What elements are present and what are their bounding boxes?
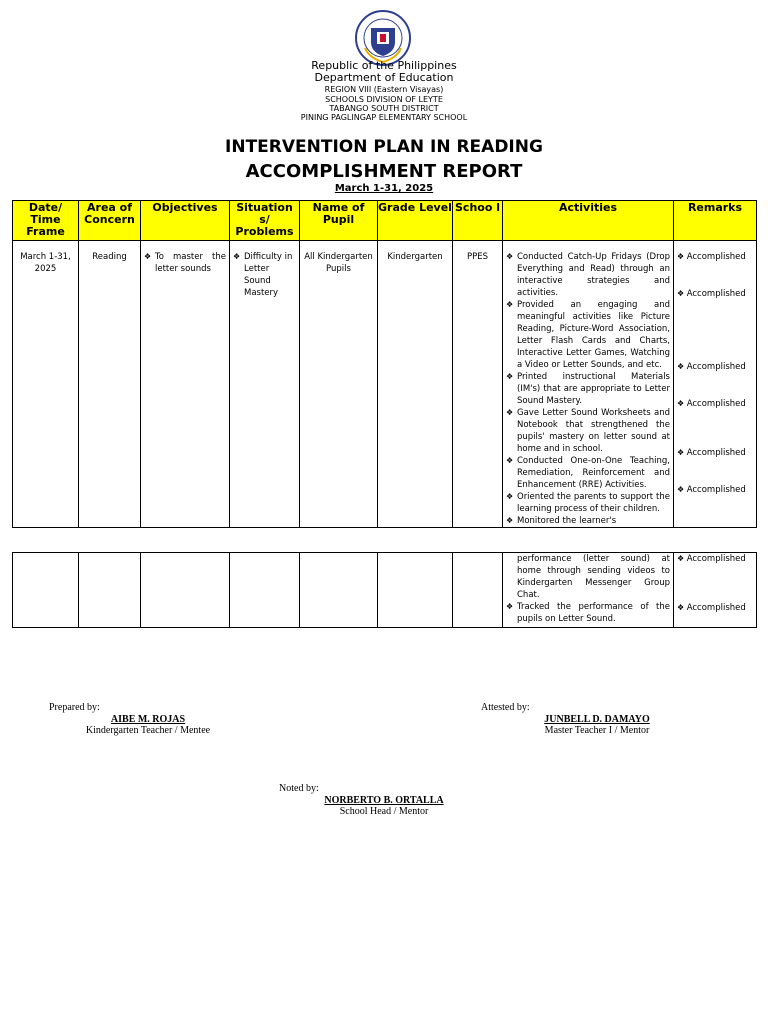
cell-empty bbox=[79, 553, 141, 628]
noted-by-title: School Head / Mentor bbox=[339, 806, 429, 817]
cell-pupil: All Kindergarten Pupils bbox=[300, 241, 378, 528]
remark-item: ❖ Accomplished bbox=[677, 553, 746, 565]
school-name-text: PINING PAGLINGAP ELEMENTARY SCHOOL bbox=[300, 113, 468, 122]
district-text: TABANGO SOUTH DISTRICT bbox=[329, 104, 439, 113]
remark-item: ❖ Accomplished bbox=[677, 602, 746, 614]
activity-item: ❖ Printed instructional Materials (IM's) that are appropriate to Letter Sound Mastery. bbox=[506, 371, 670, 407]
remark-item: ❖ Accomplished bbox=[677, 398, 746, 410]
remark-item: ❖ Accomplished bbox=[677, 484, 746, 496]
header-remarks: Remarks bbox=[674, 201, 757, 241]
header-situations: Situation s/ Problems bbox=[230, 201, 300, 241]
intervention-table bbox=[12, 200, 757, 528]
remark-item: ❖ Accomplished bbox=[677, 251, 746, 263]
cell-date: March 1-31, 2025 bbox=[13, 241, 79, 528]
table-row bbox=[13, 553, 757, 628]
activity-item: ❖ Conducted Catch-Up Fridays (Drop Everything and Read) through an interactive strategies and activities. bbox=[506, 251, 670, 299]
cell-empty bbox=[13, 553, 79, 628]
remark-item: ❖ Accomplished bbox=[677, 447, 746, 459]
remarks-column bbox=[674, 251, 756, 527]
republic-text: Republic of the Philippines bbox=[311, 59, 457, 72]
noted-by-label: Noted by: bbox=[279, 783, 319, 794]
cell-objectives bbox=[141, 241, 230, 528]
cell-grade: Kindergarten bbox=[378, 241, 453, 528]
cell-school: PPES bbox=[453, 241, 503, 528]
noted-by-block bbox=[284, 795, 484, 817]
department-text: Department of Education bbox=[314, 71, 454, 84]
document-subtitle: ACCOMPLISHMENT REPORT bbox=[245, 161, 523, 182]
activity-item: ❖ Monitored the learner's bbox=[506, 515, 670, 527]
document-title: INTERVENTION PLAN IN READING bbox=[225, 137, 543, 157]
prepared-by-block bbox=[12, 714, 284, 736]
cell-empty bbox=[378, 553, 453, 628]
header-area: Area of Concern bbox=[79, 201, 141, 241]
attested-by-name: JUNBELL D. DAMAYO bbox=[544, 714, 650, 725]
remark-item: ❖ Accomplished bbox=[677, 361, 746, 373]
cell-activities-continued bbox=[503, 553, 674, 628]
table-row bbox=[13, 241, 757, 528]
activity-item: ❖ Tracked the performance of the pupils on Letter Sound. bbox=[506, 601, 670, 625]
prepared-by-label: Prepared by: bbox=[49, 702, 100, 713]
activity-item: ❖ Gave Letter Sound Worksheets and Notebook that strengthened the pupils' mastery on letter sound at home and in school. bbox=[506, 407, 670, 455]
cell-empty bbox=[453, 553, 503, 628]
date-range: March 1-31, 2025 bbox=[334, 183, 434, 194]
activity-item: ❖ Provided an engaging and meaningful activities like Picture Reading, Picture-Word Association, Letter Flash Cards and Charts, Interactive Letter Games, Watching a Video or Letter Sounds, and etc. bbox=[506, 299, 670, 371]
cell-remarks bbox=[674, 241, 757, 528]
cell-empty bbox=[300, 553, 378, 628]
objective-item: ❖ To master the letter sounds bbox=[144, 251, 226, 275]
intervention-table-continued bbox=[12, 552, 757, 628]
remark-item: ❖ Accomplished bbox=[677, 288, 746, 300]
deped-seal-logo bbox=[355, 10, 411, 66]
activity-item: ❖ Conducted One-on-One Teaching, Remediation, Reinforcement and Enhancement (RRE) Activities. bbox=[506, 455, 670, 491]
header-pupil: Name of Pupil bbox=[300, 201, 378, 241]
header-grade: Grade Level bbox=[378, 201, 453, 241]
cell-situations bbox=[230, 241, 300, 528]
cell-area: Reading bbox=[79, 241, 141, 528]
activity-item: ❖ Oriented the parents to support the learning process of their children. bbox=[506, 491, 670, 515]
prepared-by-title: Kindergarten Teacher / Mentee bbox=[85, 725, 211, 736]
header-activities: Activities bbox=[503, 201, 674, 241]
region-text: REGION VIII (Eastern Visayas) bbox=[324, 85, 444, 94]
header-school: Schoo l bbox=[453, 201, 503, 241]
attested-by-label: Attested by: bbox=[481, 702, 530, 713]
activity-continuation: performance (letter sound) at home through sending videos to Kindergarten Messenger Group Chat. bbox=[517, 554, 670, 600]
cell-empty bbox=[230, 553, 300, 628]
table-header-row bbox=[13, 201, 757, 241]
remarks-column bbox=[674, 553, 756, 627]
attested-by-title: Master Teacher I / Mentor bbox=[544, 725, 650, 736]
prepared-by-name: AIBE M. ROJAS bbox=[110, 714, 186, 725]
cell-empty bbox=[141, 553, 230, 628]
noted-by-name: NORBERTO B. ORTALLA bbox=[324, 795, 444, 806]
situation-item: ❖ Difficulty in Letter Sound Mastery bbox=[233, 251, 296, 299]
cell-remarks-continued bbox=[674, 553, 757, 628]
cell-activities bbox=[503, 241, 674, 528]
attested-by-block bbox=[497, 714, 697, 736]
header-objectives: Objectives bbox=[141, 201, 230, 241]
header-date: Date/ Time Frame bbox=[13, 201, 79, 241]
division-text: SCHOOLS DIVISION OF LEYTE bbox=[325, 95, 443, 104]
